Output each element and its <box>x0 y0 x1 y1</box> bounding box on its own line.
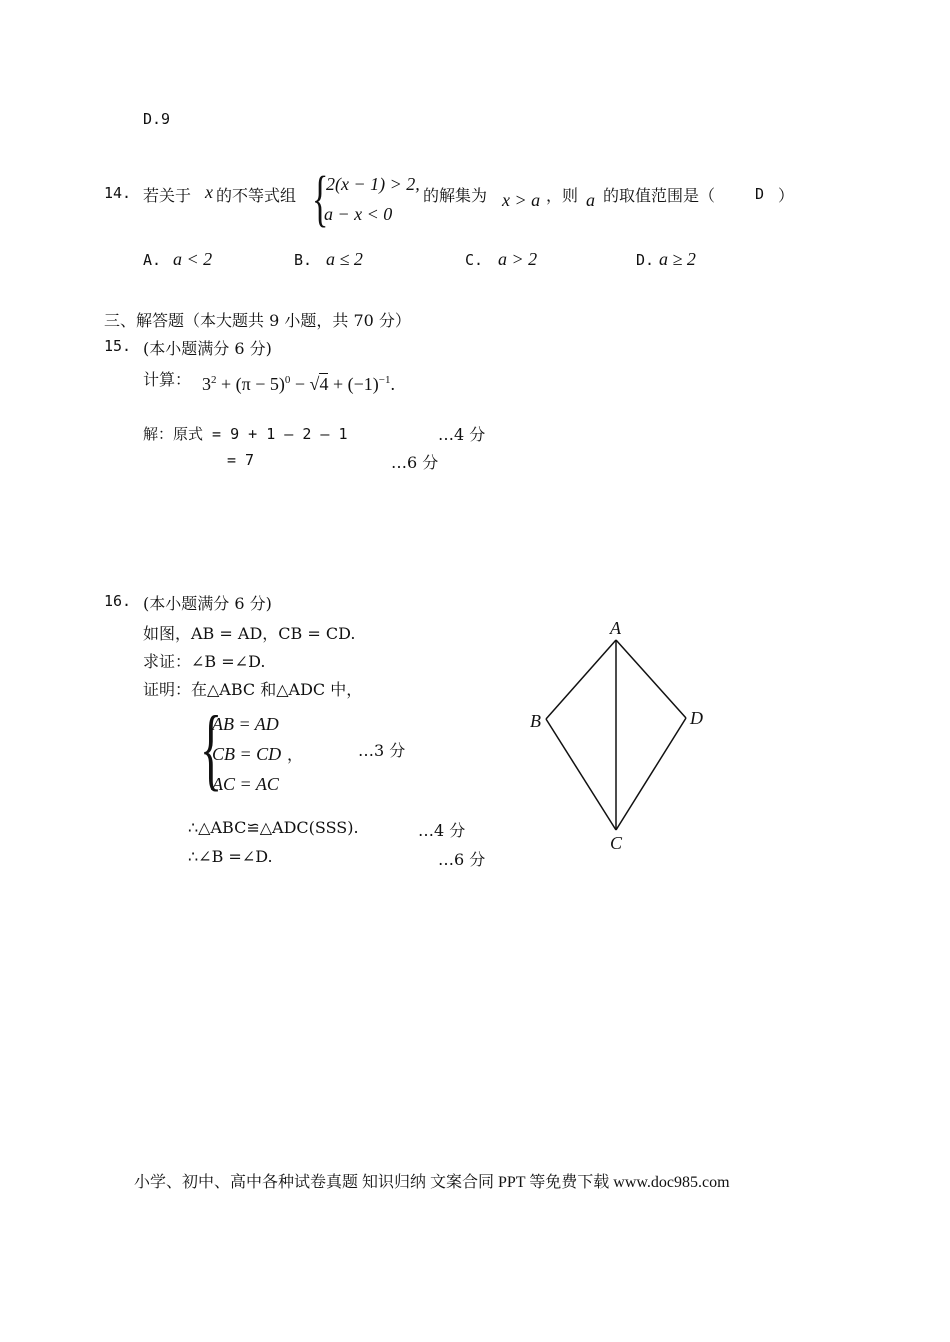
segment-bc <box>546 719 616 830</box>
q15-solution-line1: 解：原式 = 9 + 1 – 2 – 1 <box>143 425 348 443</box>
q15-points1: …4 分 <box>438 425 486 444</box>
q16-points2: …4 分 <box>418 821 466 840</box>
label-a: A <box>610 618 621 638</box>
q14-stem-f: ） <box>778 186 795 205</box>
q14-condition: x > a <box>502 190 541 210</box>
q14-var-x: x <box>205 182 213 202</box>
q16-given: 如图，AB = AD，CB = CD. <box>143 624 356 643</box>
q15-points2: …6 分 <box>391 453 439 472</box>
q15-expr-end: . <box>390 374 395 394</box>
q16-prove: 求证：∠B =∠D. <box>143 652 266 671</box>
q15-expr-sqrt-arg: 4 <box>319 374 329 394</box>
q15-expr-exp3: −1 <box>378 374 391 386</box>
q15-expression <box>202 374 395 395</box>
q15-expr-mid: + (π − 5) <box>221 374 285 394</box>
q15-score-note: (本小题满分 6 分) <box>143 339 272 358</box>
section3-heading: 三、解答题（本大题共 9 小题，共 70 分） <box>104 311 411 330</box>
q15-compute-label: 计算： <box>143 370 192 389</box>
q14-option-d-expr: a ≥ 2 <box>659 249 696 269</box>
q14-option-c-expr: a > 2 <box>498 249 538 269</box>
q14-system-line1: 2(x − 1) > 2, <box>326 174 420 194</box>
q14-option-d-label: D. <box>636 251 655 269</box>
q14-stem-b: 的不等式组 <box>216 186 297 205</box>
q16-points3: …6 分 <box>438 850 486 869</box>
q14-system-brace: { <box>312 165 329 233</box>
q14-option-b-expr: a ≤ 2 <box>326 249 363 269</box>
q16-system-line1: AB = AD <box>212 714 279 734</box>
q16-system-line2: CB = CD <box>212 744 282 764</box>
sqrt-sign-icon: √ <box>309 374 320 394</box>
q14-system-line2: a − x < 0 <box>324 204 393 224</box>
q16-score-note: (本小题满分 6 分) <box>143 594 272 613</box>
q14-option-a-expr: a < 2 <box>173 249 213 269</box>
prev-option-d: D.9 <box>143 110 171 128</box>
q16-system-line3: AC = AC <box>212 774 279 794</box>
q16-points1: …3 分 <box>358 741 406 760</box>
q15-solution-line2: = 7 <box>227 451 255 469</box>
q14-stem-c: 的解集为 <box>423 186 488 205</box>
footer-text: 小学、初中、高中各种试卷真题 知识归纳 文案合同 PPT 等免费下载 www.doc985.com <box>134 1174 730 1191</box>
segment-ab <box>546 640 616 719</box>
kite-figure <box>520 610 720 860</box>
q16-conclusion2: ∴∠B =∠D. <box>188 847 273 866</box>
q14-var-a: a <box>586 190 595 210</box>
q14-option-b-label: B. <box>294 251 313 269</box>
q15-expr-minus: − <box>294 374 306 394</box>
label-c: C <box>610 833 623 853</box>
q14-answer: D <box>755 185 765 203</box>
q16-conclusion1: ∴△ABC≌△ADC(SSS). <box>188 818 359 837</box>
q16-system-brace: { <box>200 697 223 799</box>
q15-expr-tail: + (−1) <box>332 374 379 394</box>
q14-option-a-label: A. <box>143 251 162 269</box>
q15-expr-base: 3 <box>202 374 211 394</box>
q15-expr-exp2: 0 <box>284 374 291 386</box>
segment-dc <box>616 718 686 830</box>
q14-stem-a: 若关于 <box>143 186 192 205</box>
q14-stem-e: 的取值范围是（ <box>603 186 716 205</box>
q14-number: 14. <box>104 184 132 202</box>
q15-number: 15. <box>104 337 132 355</box>
q14-option-c-label: C. <box>465 251 484 269</box>
q16-system-comma: ， <box>287 745 304 764</box>
segment-ad <box>616 640 686 718</box>
q14-stem-d: ，则 <box>546 186 579 205</box>
q16-number: 16. <box>104 592 132 610</box>
q16-proof-intro: 证明：在△ABC 和△ADC 中， <box>143 680 363 699</box>
q15-expr-exp1: 2 <box>211 374 217 386</box>
label-b: B <box>530 711 541 731</box>
label-d: D <box>690 708 703 728</box>
